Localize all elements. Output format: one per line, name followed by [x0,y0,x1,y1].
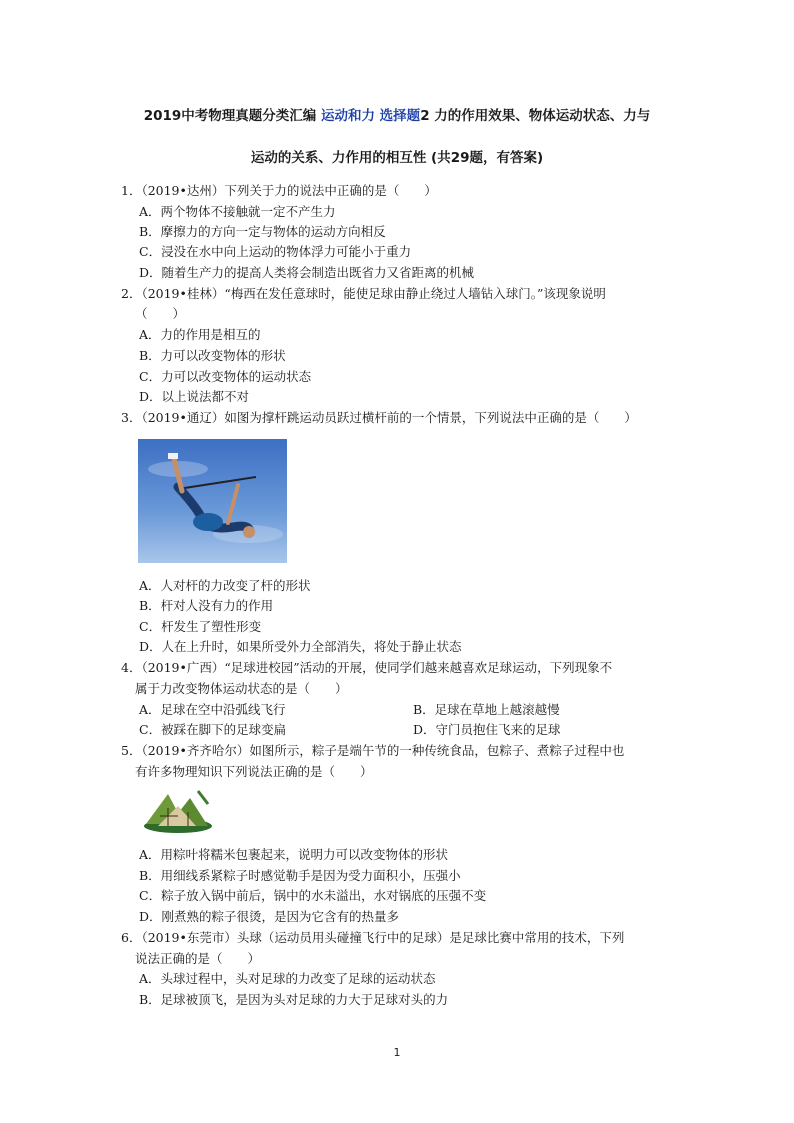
q2-option-b: B．力可以改变物体的形状 [139,348,286,363]
q3-option-d: D．人在上升时，如果所受外力全部消失，将处于静止状态 [139,639,462,654]
q3-option-a: A．人对杆的力改变了杆的形状 [139,578,311,593]
pole-vault-photo [138,439,287,563]
title-topic: 运动和力 选择题 [320,108,421,124]
q2-option-a: A．力的作用是相互的 [139,327,261,342]
q5-stem-line2: 有许多物理知识下列说法正确的是（ ） [135,764,373,779]
q4-stem-line1: 4．（2019•广西）“足球进校园”活动的开展，使同学们越来越喜欢足球运动，下列现象不 [121,660,613,675]
doc-title-line2: 运动的关系、力作用的相互性 (共29题，有答案) [250,150,544,166]
q4-option-c: C．被踩在脚下的足球变扁 [139,722,287,737]
q6-option-b: B．足球被顶飞，是因为头对足球的力大于足球对头的力 [139,992,449,1007]
page-number: 1 [393,1046,401,1059]
doc-title-line1 [100,110,694,124]
q6-option-a: A．头球过程中，头对足球的力改变了足球的运动状态 [139,971,436,986]
q1-option-c: C．浸没在水中向上运动的物体浮力可能小于重力 [139,244,412,259]
q1-option-a: A．两个物体不接触就一定不产生力 [139,204,336,219]
q3-option-b: B．杆对人没有力的作用 [139,598,274,613]
q4-option-b: B．足球在草地上越滚越慢 [413,702,560,717]
q4-stem-line2: 属于力改变物体运动状态的是（ ） [135,681,348,696]
title-prefix: 2019中考物理真题分类汇编 [143,108,321,124]
q5-option-b: B．用细线系紧粽子时感觉勒手是因为受力面积小，压强小 [139,868,461,883]
q5-option-a: A．用粽叶将糯米包裹起来，说明力可以改变物体的形状 [139,847,449,862]
q4-option-a: A．足球在空中沿弧线飞行 [139,702,286,717]
q5-option-c: C．粽子放入锅中前后，锅中的水未溢出，水对锅底的压强不变 [139,888,487,903]
q2-option-d: D．以上说法都不对 [139,389,250,404]
q2-answer-parens: （ ） [135,306,186,321]
q6-stem-line2: 说法正确的是（ ） [135,951,261,966]
q1-option-b: B．摩擦力的方向一定与物体的运动方向相反 [139,224,386,239]
q2-stem: 2．（2019•桂林）“梅西在发任意球时，能使足球由静止绕过人墙钻入球门。”该现象说明 [121,286,606,301]
q3-option-c: C．杆发生了塑性形变 [139,619,262,634]
title-suffix: 2 力的作用效果、物体运动状态、力与 [420,108,651,124]
q1-stem: 1．（2019•达州）下列关于力的说法中正确的是（ ） [121,183,437,198]
q4-option-d: D．守门员抱住飞来的足球 [413,722,561,737]
q5-option-d: D．刚煮熟的粽子很烫，是因为它含有的热量多 [139,909,400,924]
q6-stem-line1: 6．（2019•东莞市）头球（运动员用头碰撞飞行中的足球）是足球比赛中常用的技术，下列 [121,930,625,945]
q3-stem: 3．（2019•通辽）如图为撑杆跳运动员跃过横杆前的一个情景，下列说法中正确的是（ ） [121,410,637,425]
zongzi-photo [138,786,218,836]
q2-option-c: C．力可以改变物体的运动状态 [139,369,312,384]
q5-stem-line1: 5．（2019•齐齐哈尔）如图所示，粽子是端午节的一种传统食品，包粽子、煮粽子过程中也 [121,743,625,758]
q1-option-d: D．随着生产力的提高人类将会制造出既省力又省距离的机械 [139,265,475,280]
